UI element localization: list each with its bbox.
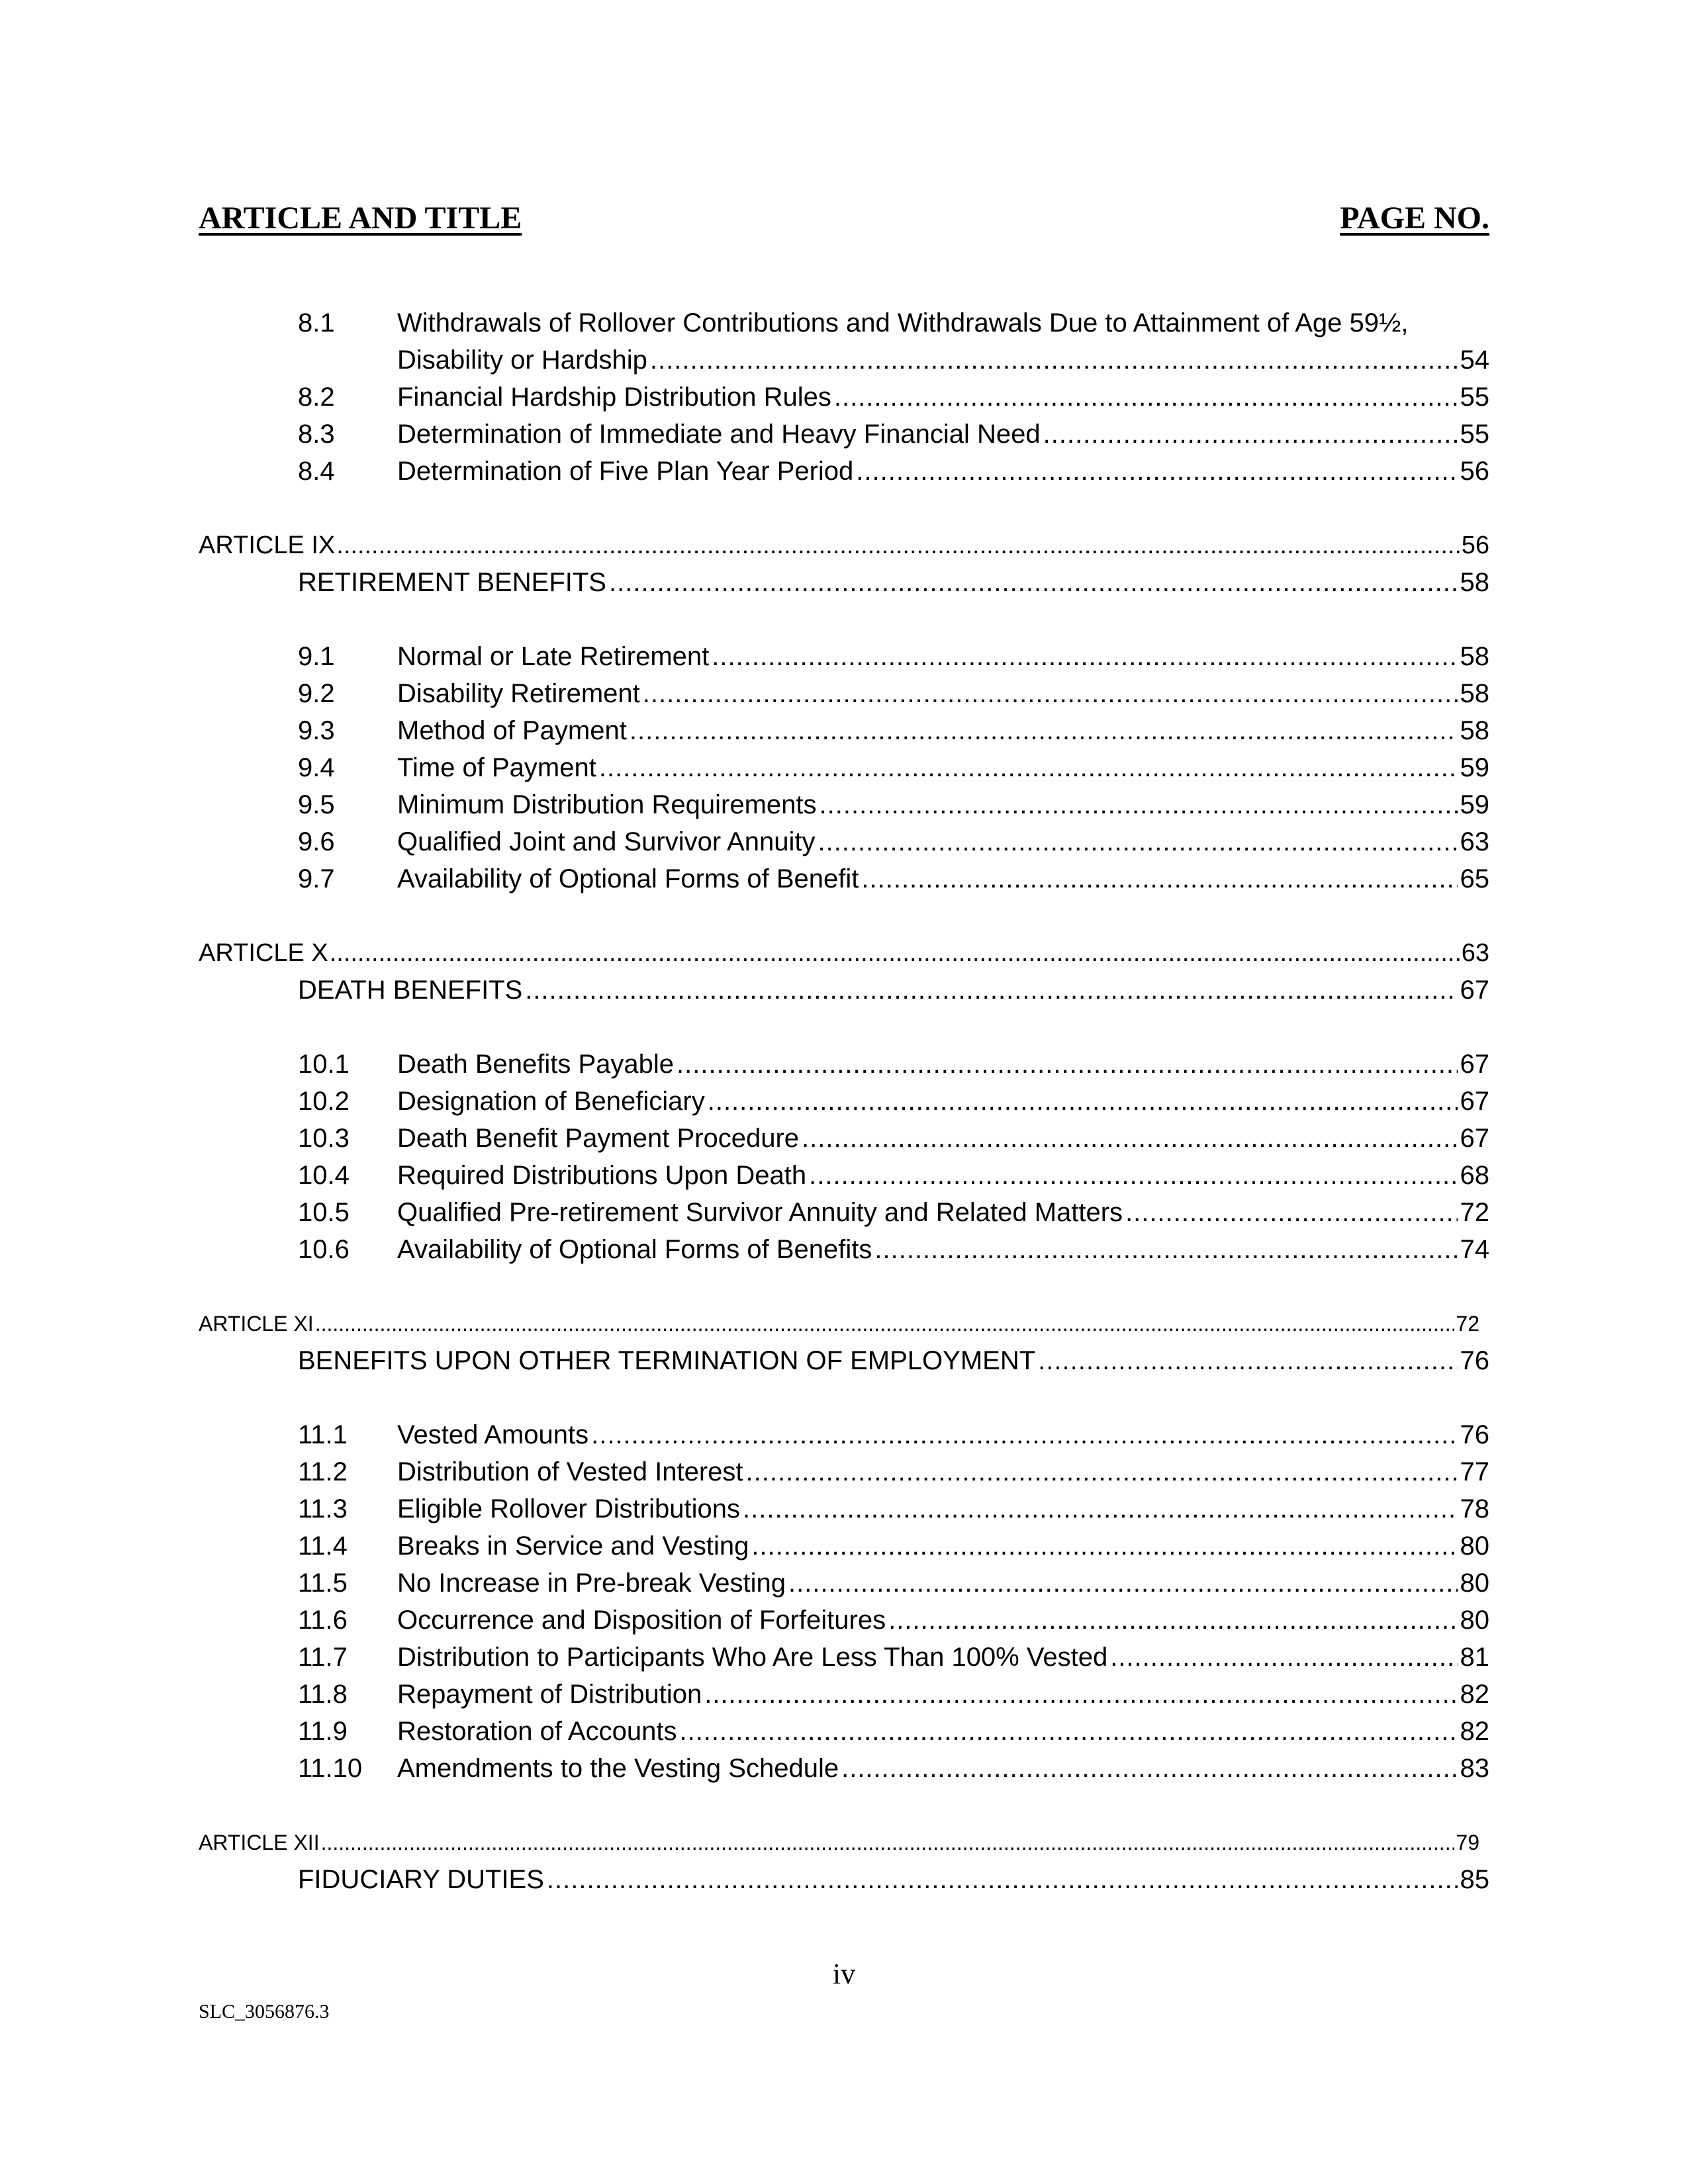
section-number: 8.2 [298,383,335,412]
page-number: 77 [1460,1457,1489,1486]
toc-entry-9-4[interactable] [199,749,1489,786]
toc-entry-10-2[interactable] [199,1083,1489,1120]
page-number: 58 [1460,679,1489,708]
dot-leader [630,712,1458,749]
section-title: Required Distributions Upon Death [397,1161,807,1190]
dot-leader [1038,1342,1457,1379]
toc-entry-9-5[interactable] [199,786,1489,823]
toc-entry-10-6[interactable] [199,1231,1489,1268]
page-number: 55 [1460,383,1489,412]
section-title: Minimum Distribution Requirements [397,790,817,819]
section-title: Eligible Rollover Distributions [397,1494,740,1524]
page-number: 63 [1461,939,1489,967]
dot-leader [874,1231,1457,1268]
dot-leader [809,1157,1457,1194]
page-number: 72 [1460,1198,1489,1227]
section-number: 9.7 [298,864,335,893]
toc-article-10-title[interactable] [199,972,1489,1009]
document-id: SLC_3056876.3 [199,2001,330,2023]
dot-leader [820,786,1458,823]
header-article-and-title: ARTICLE AND TITLE [199,201,522,236]
section-number: 9.5 [298,790,335,819]
toc-entry-11-4[interactable] [199,1527,1489,1565]
page-number: 67 [1460,1050,1489,1079]
section-title: Availability of Optional Forms of Benefit [397,864,859,893]
page-number: 67 [1460,976,1489,1005]
page-number: 80 [1460,1606,1489,1635]
section-number: 11.10 [298,1754,363,1783]
section-title: Amendments to the Vesting Schedule [397,1754,839,1783]
toc-entry-8-3[interactable] [199,416,1489,453]
page-number: 56 [1460,457,1489,486]
toc-entry-9-1[interactable] [199,638,1489,675]
dot-leader [1125,1194,1457,1231]
page-number: 74 [1460,1235,1489,1264]
toc-article-10[interactable] [199,934,1489,972]
dot-leader [643,675,1458,712]
toc-entry-10-4[interactable] [199,1157,1489,1194]
section-number: 10.2 [298,1087,350,1116]
page-number: 82 [1460,1717,1489,1746]
section-title: Distribution of Vested Interest [397,1457,743,1486]
dot-leader [856,453,1457,490]
section-title: Qualified Joint and Survivor Annuity [397,827,816,856]
toc-article-9[interactable] [199,527,1489,564]
article-title: BENEFITS UPON OTHER TERMINATION OF EMPLOYMENT [298,1346,1036,1375]
toc-entry-8-2[interactable] [199,379,1489,416]
page-number: 63 [1460,827,1489,856]
page-number: 72 [1456,1312,1479,1336]
toc-entry-8-1[interactable] [199,304,1489,341]
table-of-contents [199,304,1489,1898]
section-number: 11.7 [298,1643,348,1672]
page-number: 58 [1460,568,1489,597]
toc-entry-10-3[interactable] [199,1120,1489,1157]
section-title: Breaks in Service and Vesting [397,1531,749,1561]
section-number: 11.9 [298,1717,348,1746]
page-number: 59 [1460,790,1489,819]
article-title: FIDUCIARY DUTIES [298,1865,544,1894]
section-title: Designation of Beneficiary [397,1087,705,1116]
page-number: 58 [1460,716,1489,745]
section-number: 9.6 [298,827,335,856]
article-title: DEATH BENEFITS [298,976,523,1005]
page-number: 58 [1460,642,1489,671]
dot-leader [677,1046,1457,1083]
toc-article-12[interactable] [199,1824,1489,1861]
section-number: 10.3 [298,1124,350,1153]
page-number: 59 [1460,753,1489,782]
dot-leader [743,1490,1458,1527]
toc-entry-11-10[interactable] [199,1750,1489,1787]
article-10-sections [199,1046,1489,1268]
section-number: 10.5 [298,1198,350,1227]
toc-entry-11-1[interactable] [199,1416,1489,1453]
dot-leader [609,564,1458,601]
section-number: 10.4 [298,1161,350,1190]
section-title: Occurrence and Disposition of Forfeitures [397,1606,886,1635]
page-number: 79 [1456,1831,1479,1854]
section-title: Determination of Five Plan Year Period [397,457,854,486]
page-number: 82 [1460,1680,1489,1709]
section-number: 8.3 [298,420,335,449]
article-label: ARTICLE IX [199,531,336,559]
page-number: 78 [1460,1494,1489,1524]
section-number: 9.1 [298,642,335,671]
article-9-sections [199,638,1489,897]
article-label: ARTICLE XII [199,1831,320,1854]
dot-leader [751,1527,1457,1565]
page-number: 56 [1461,531,1489,559]
section-title: Normal or Late Retirement [397,642,710,671]
section-title: Death Benefits Payable [397,1050,675,1079]
section-number: 9.2 [298,679,335,708]
section-title: Qualified Pre-retirement Survivor Annuity and Related Matters [397,1198,1123,1227]
dot-leader [336,527,1460,564]
section-title: Distribution to Participants Who Are Less Than 100% Vested [397,1643,1108,1672]
dot-leader [802,1120,1457,1157]
dot-leader [525,972,1457,1009]
toc-entry-11-2[interactable] [199,1453,1489,1490]
section-title-line2: Disability or Hardship [397,345,647,375]
page-number: 55 [1460,420,1489,449]
section-title: Disability Retirement [397,679,640,708]
page-number: 65 [1460,864,1489,893]
toc-entry-8-1-continued[interactable] [199,341,1489,379]
dot-leader [650,341,1458,379]
toc-entry-9-3[interactable] [199,712,1489,749]
section-title: No Increase in Pre-break Vesting [397,1569,786,1598]
dot-leader [591,1416,1457,1453]
section-number: 9.4 [298,753,335,782]
page-number: 83 [1460,1754,1489,1783]
section-number: 11.5 [298,1569,348,1598]
section-number: 11.6 [298,1606,348,1635]
section-title: Vested Amounts [397,1420,589,1449]
section-title: Time of Payment [397,753,596,782]
page-number: 80 [1460,1531,1489,1561]
toc-entry-11-3[interactable] [199,1490,1489,1527]
dot-leader [708,1083,1458,1120]
dot-leader [321,1824,1455,1861]
section-number: 11.8 [298,1680,348,1709]
section-number: 11.1 [298,1420,348,1449]
toc-entry-11-5[interactable] [199,1565,1489,1602]
dot-leader [746,1453,1458,1490]
section-number: 8.4 [298,457,335,486]
page-number: 85 [1460,1865,1489,1894]
toc-entry-8-4[interactable] [199,453,1489,490]
dot-leader [818,823,1457,860]
dot-leader [679,1713,1457,1750]
article-title: RETIREMENT BENEFITS [298,568,606,597]
toc-entry-11-9[interactable] [199,1713,1489,1750]
dot-leader [704,1676,1457,1713]
article-label: ARTICLE X [199,939,328,967]
toc-entry-11-6[interactable] [199,1602,1489,1639]
dot-leader [330,934,1460,972]
dot-leader [712,638,1457,675]
toc-entry-11-7[interactable] [199,1639,1489,1676]
toc-entry-11-8[interactable] [199,1676,1489,1713]
dot-leader [547,1861,1458,1898]
section-number: 11.2 [298,1457,348,1486]
section-title: Financial Hardship Distribution Rules [397,383,831,412]
page-number: 76 [1460,1420,1489,1449]
dot-leader [315,1305,1455,1342]
section-title: Determination of Immediate and Heavy Financial Need [397,420,1041,449]
section-title: Method of Payment [397,716,627,745]
page-number: 80 [1460,1569,1489,1598]
section-title: Availability of Optional Forms of Benefits [397,1235,872,1264]
page-number: 81 [1460,1643,1489,1672]
toc-entry-9-7[interactable] [199,860,1489,897]
article-label: ARTICLE XI [199,1312,314,1336]
page-number: 76 [1460,1346,1489,1375]
page-number: 54 [1460,345,1489,375]
page-number: 67 [1460,1087,1489,1116]
dot-leader [841,1750,1457,1787]
toc-entry-10-1[interactable] [199,1046,1489,1083]
toc-entry-9-6[interactable] [199,823,1489,860]
section-title: Death Benefit Payment Procedure [397,1124,800,1153]
toc-article-11[interactable] [199,1305,1489,1342]
page-number: 67 [1460,1124,1489,1153]
section-title: Restoration of Accounts [397,1717,677,1746]
section-number: 10.1 [298,1050,350,1079]
dot-leader [834,379,1458,416]
dot-leader [1110,1639,1457,1676]
section-number: 8.1 [298,308,335,338]
toc-article-11-title[interactable] [199,1342,1489,1379]
section-number: 10.6 [298,1235,350,1264]
page-number-footer: iv [832,1958,856,1990]
dot-leader [788,1565,1458,1602]
section-number: 9.3 [298,716,335,745]
article-11-sections [199,1416,1489,1787]
toc-article-12-title[interactable] [199,1861,1489,1898]
header-page-no: PAGE NO. [1340,201,1489,236]
section-title: Repayment of Distribution [397,1680,702,1709]
dot-leader [599,749,1458,786]
section-number: 11.3 [298,1494,348,1524]
page-number: 68 [1460,1161,1489,1190]
toc-entry-9-2[interactable] [199,675,1489,712]
dot-leader [861,860,1457,897]
section-title-line1: Withdrawals of Rollover Contributions and Withdrawals Due to Attainment of Age 59½, [397,308,1409,338]
section-number: 11.4 [298,1531,348,1561]
toc-entry-10-5[interactable] [199,1194,1489,1231]
toc-article-9-title[interactable] [199,564,1489,601]
dot-leader [1043,416,1458,453]
dot-leader [888,1602,1457,1639]
